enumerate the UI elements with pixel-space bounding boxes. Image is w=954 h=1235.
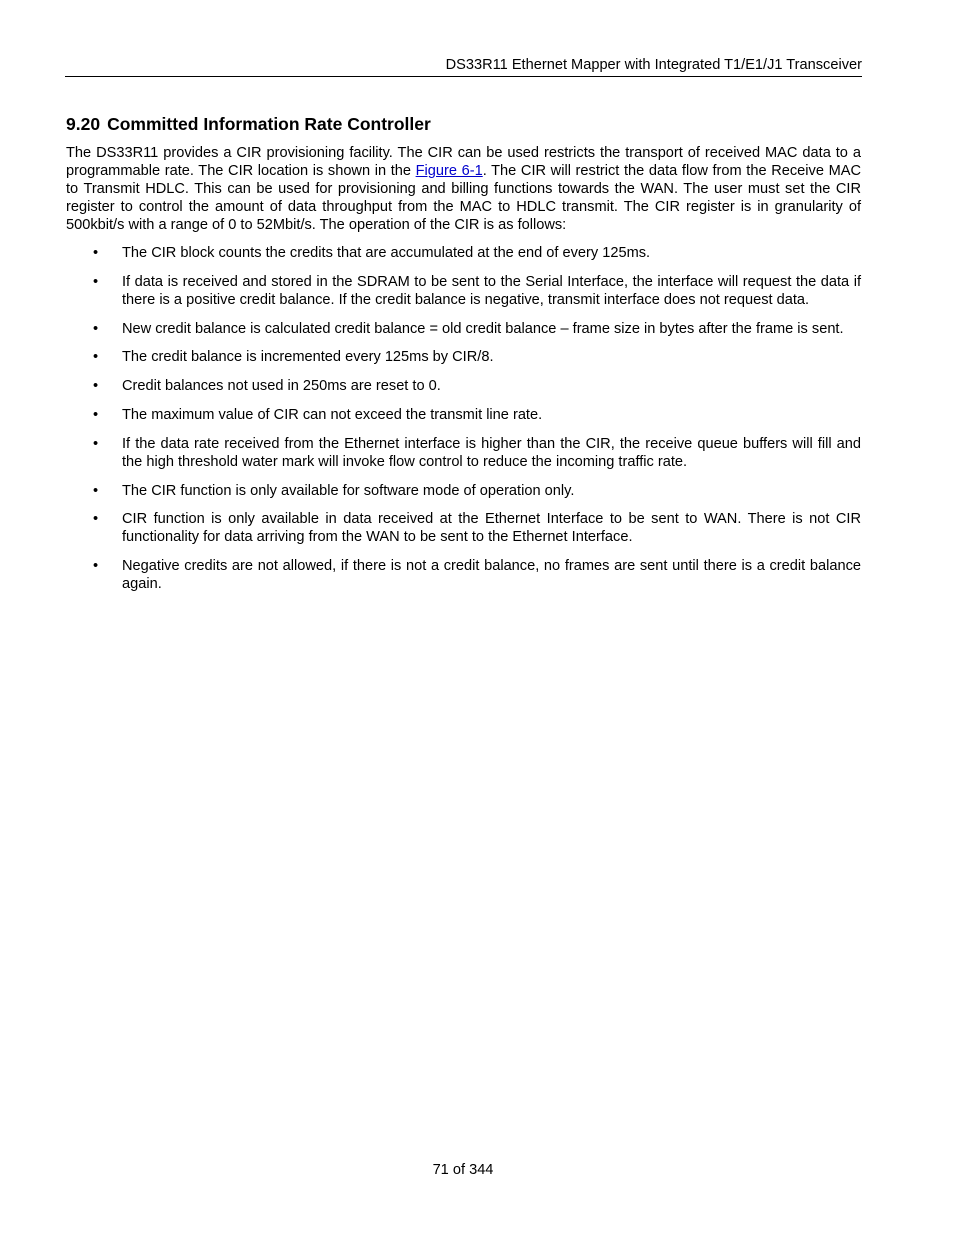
bullet-icon: • (93, 245, 99, 261)
bullet-icon: • (93, 511, 99, 528)
list-item (66, 320, 861, 338)
list-item (66, 406, 861, 424)
bullet-icon: • (93, 273, 99, 290)
bullet-icon: • (93, 320, 99, 337)
list-item-text: Negative credits are not allowed, if there is not a credit balance, no frames are sent until there is a credit balance again. (122, 558, 861, 593)
figure-6-1-link[interactable]: Figure 6-1 (415, 163, 483, 179)
bullet-icon: • (93, 406, 99, 423)
bullet-icon: • (93, 435, 99, 452)
list-item-text: The CIR block counts the credits that are accumulated at the end of every 125ms. (122, 245, 651, 261)
list-item-text: CIR function is only available in data received at the Ethernet Interface to be sent to WAN. There is not CIR functionality for data arriving from the WAN to be sent to the Ethernet Interface. (122, 511, 861, 546)
header-divider (65, 76, 862, 77)
list-item-text: The credit balance is incremented every 125ms by CIR/8. (122, 349, 494, 366)
page-header: DS33R11 Ethernet Mapper with Integrated T1/E1/J1 Transceiver (445, 57, 862, 73)
cir-operation-list (66, 244, 861, 604)
list-item-text: If data is received and stored in the SDRAM to be sent to the Serial Interface, the interface will request the data if there is a positive credit balance. If the credit balance is negative, transmit interface does not request data. (122, 273, 861, 308)
list-item-text: If the data rate received from the Ethernet interface is higher than the CIR, the receive queue buffers will fill and the high threshold water mark will invoke flow control to reduce the incoming traffic rate. (122, 435, 861, 470)
list-item (66, 348, 861, 366)
list-item-text: The maximum value of CIR can not exceed the transmit line rate. (122, 406, 543, 423)
intro-paragraph (66, 144, 861, 234)
list-item (66, 273, 861, 309)
bullet-icon: • (93, 558, 99, 575)
list-item-text: Credit balances not used in 250ms are reset to 0. (122, 378, 441, 395)
section-title: Committed Information Rate Controller (107, 114, 431, 134)
bullet-icon: • (93, 378, 99, 395)
page-number: 71 of 344 (432, 1162, 494, 1178)
list-item (66, 510, 861, 546)
list-item-text: The CIR function is only available for software mode of operation only. (122, 482, 575, 499)
list-item (66, 435, 861, 471)
intro-text-start: The DS33R11 provides a CIR provisioning facility. The CIR can be used restricts the transport of received MAC data to a programmable rate. The CIR location is shown in the (66, 145, 861, 179)
list-item (66, 482, 861, 500)
list-item (66, 377, 861, 395)
list-item-text: New credit balance is calculated credit balance = old credit balance – frame size in bytes after the frame is sent. (122, 320, 844, 337)
intro-text-end: . The CIR will restrict the data flow from the Receive MAC to Transmit HDLC. This can be used for provisioning and billing functions towards the WAN. The user must set the CIR register to control the amount of data throughput from the MAC to HDLC transmit. The CIR register is in granularity of 500kbit/s with a range of 0 to 52Mbit/s. The operation of the CIR is as follows: (66, 163, 861, 233)
section-number: 9.20 (66, 114, 101, 134)
bullet-icon: • (93, 482, 99, 499)
bullet-icon: • (93, 349, 99, 366)
list-item (66, 557, 861, 593)
list-item (66, 244, 861, 262)
section-heading (66, 114, 431, 134)
